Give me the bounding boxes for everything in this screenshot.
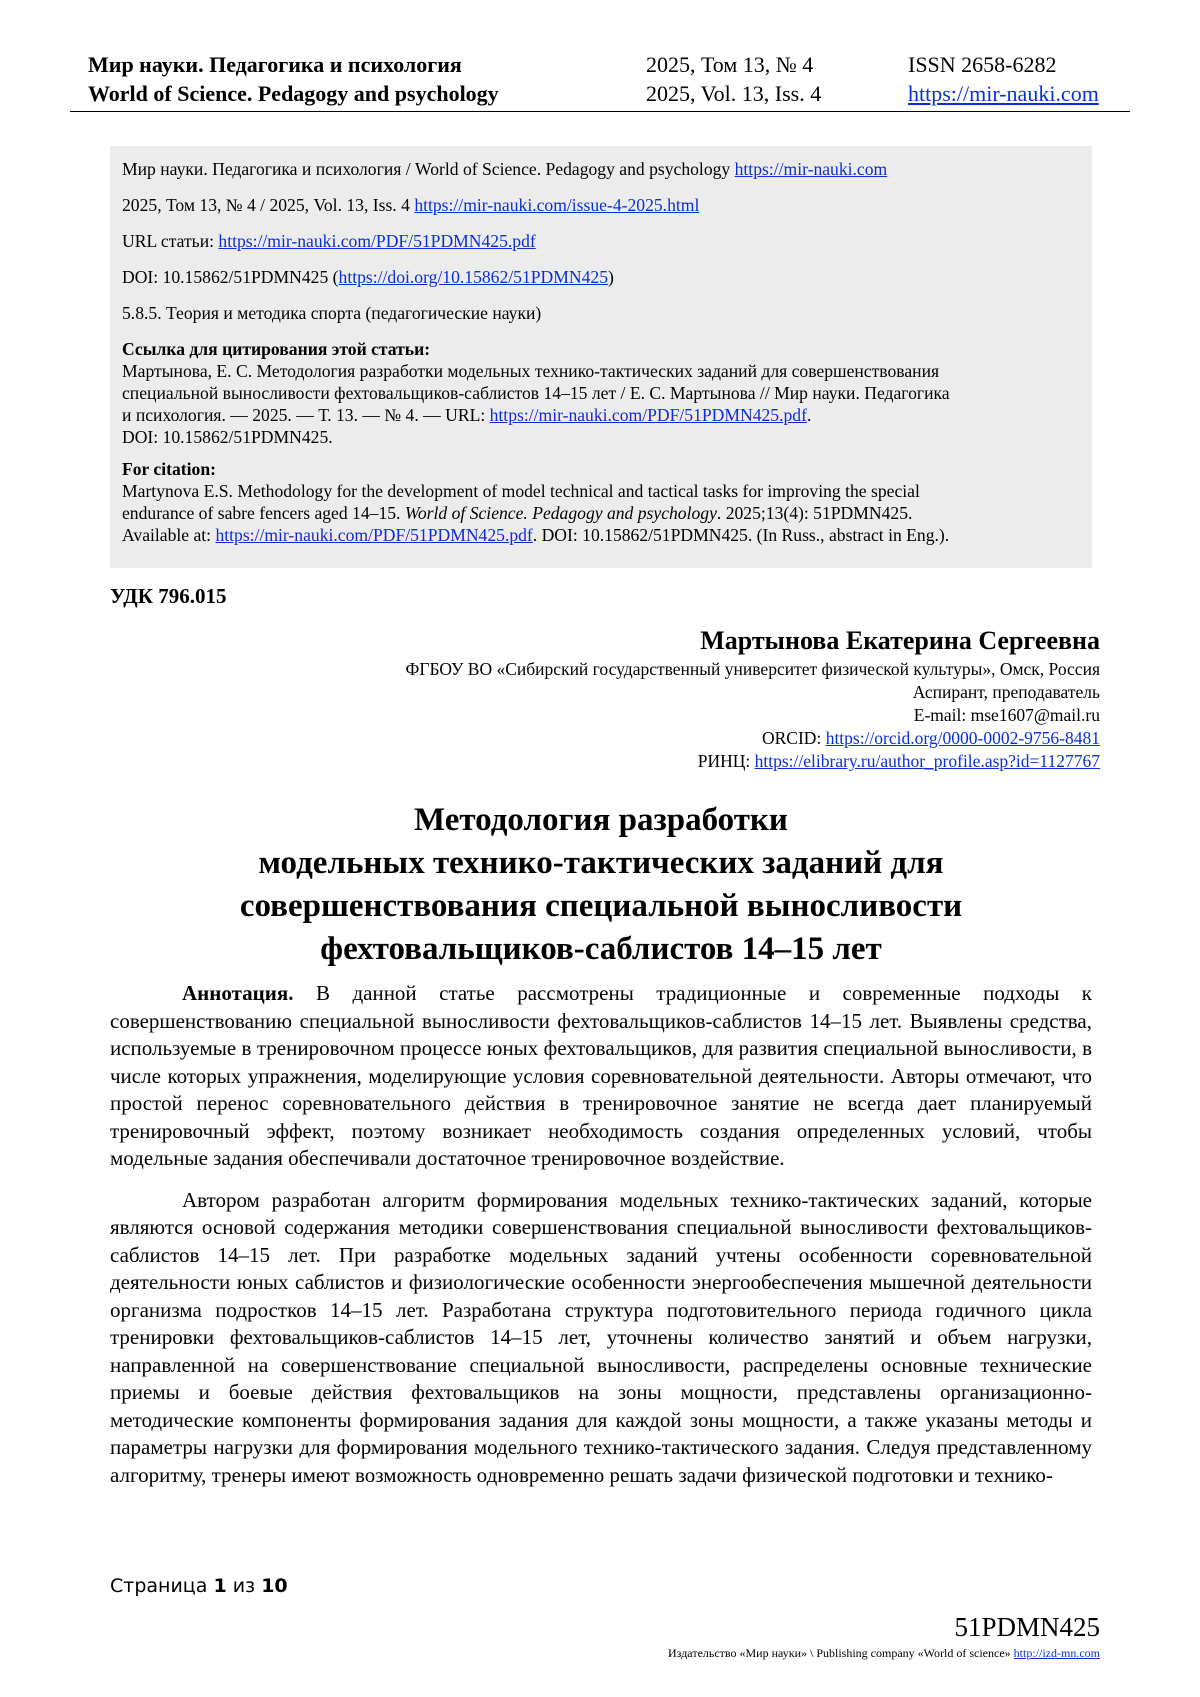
page-current: 1 — [213, 1575, 227, 1597]
author-rinc — [406, 750, 1100, 773]
citation-en-text: endurance of sabre fencers aged 14–15. — [122, 503, 405, 523]
journal-title-block — [88, 50, 499, 108]
issue-block — [646, 50, 821, 108]
rinc-link[interactable]: https://elibrary.ru/author_profile.asp?id=1127767 — [754, 751, 1100, 771]
abstract-label: Аннотация. — [182, 981, 294, 1005]
info-url-link[interactable]: https://mir-nauki.com/PDF/51PDMN425.pdf — [218, 231, 536, 251]
citation-en-journal: World of Science. Pedagogy and psychology — [404, 503, 717, 523]
info-issue-text: 2025, Том 13, № 4 / 2025, Vol. 13, Iss. 4 — [122, 195, 415, 215]
info-doi-link[interactable]: https://doi.org/10.15862/51PDMN425 — [338, 267, 608, 287]
citation-ru-link[interactable]: https://mir-nauki.com/PDF/51PDMN425.pdf — [489, 405, 807, 425]
publisher-link[interactable]: http://izd-mn.com — [1013, 1646, 1100, 1660]
author-email: E-mail: mse1607@mail.ru — [913, 705, 1100, 725]
citation-en-text: . 2025;13(4): 51PDMN425. — [716, 503, 913, 523]
udk-code: УДК 796.015 — [110, 584, 227, 608]
abstract-text: В данной статье рассмотрены традиционные и современные подходы к совершенствованию специальной выносливости фехтовальщиков-саблистов 14–15 лет. Выявлены средства, используемые в тренировочном процессе юных фехтовальщиков, для развития специальной выносливости, в числе которых упражнения, моделирующие условия соревновательной деятельности. Авторы отмечают, что простой перенос соревновательного действия в тренировочное занятие не всегда дает планируемый тренировочный эффект, поэтому возникает необходимость создания определенных условий, чтобы модельные задания обеспечивали достаточное тренировочное воздействие. — [110, 981, 1092, 1170]
journal-title-ru: Мир науки. Педагогика и психология — [88, 52, 462, 77]
author-affiliation: ФГБОУ ВО «Сибирский государственный университет физической культуры», Омск, Россия — [405, 659, 1100, 679]
citation-ru-line: специальной выносливости фехтовальщиков-саблистов 14–15 лет / Е. С. Мартынова // Мир науки. Педагогика — [122, 383, 950, 403]
abstract-paragraph: Автором разработан алгоритм формирования модельных технико-тактических заданий, которые являются основой содержания методики совершенствования специальной выносливости фехтовальщиков-саблистов 14–15 лет. При разработке модельных заданий учтены особенности соревновательной деятельности юных саблистов и физиологические особенности энергообеспечения мышечной деятельности организма подростков 14–15 лет. Разработана структура подготовительного периода годичного цикла тренировки фехтовальщиков-саблистов 14–15 лет, уточнены количество занятий и объем нагрузки, направленной на совершенствование специальной выносливости, распределены основные технические приемы и боевые действия фехтовальщиков на зоны мощности, представлены организационно-методические компоненты формирования задания для каждой зоны мощности, а также указаны методы и параметры нагрузки для формирования модельного технико-тактического задания. Следуя представленному алгоритму, тренеры имеют возможность одновременно решать задачи физической подготовки и технико- — [110, 1187, 1092, 1487]
citation-ru-line: Мартынова, Е. С. Методология разработки модельных технико-тактических заданий для совершенствования — [122, 361, 940, 381]
site-link[interactable]: https://mir-nauki.com — [908, 81, 1099, 106]
info-url-line — [122, 230, 1080, 252]
rinc-label: РИНЦ: — [697, 751, 755, 771]
info-journal-link[interactable]: https://mir-nauki.com — [734, 159, 888, 179]
author-position: Аспирант, преподаватель — [912, 682, 1100, 702]
publisher-text: Издательство «Мир науки» \ Publishing company «World of science» — [668, 1646, 1014, 1660]
page-total: 10 — [261, 1575, 288, 1597]
info-specialty-line: 5.8.5. Теория и методика спорта (педагогические науки) — [122, 303, 542, 323]
citation-en-link[interactable]: https://mir-nauki.com/PDF/51PDMN425.pdf — [215, 525, 533, 545]
journal-title-en: World of Science. Pedagogy and psychology — [88, 81, 499, 106]
issue-ru: 2025, Том 13, № 4 — [646, 52, 814, 77]
info-issue-line — [122, 194, 1080, 216]
issue-en: 2025, Vol. 13, Iss. 4 — [646, 81, 822, 106]
info-issue-link[interactable]: https://mir-nauki.com/issue-4-2025.html — [414, 195, 700, 215]
info-journal-line — [122, 158, 1080, 180]
author-name: Мартынова Екатерина Сергеевна — [700, 626, 1100, 655]
issn: ISSN 2658-6282 — [908, 52, 1057, 77]
citation-ru-heading: Ссылка для цитирования этой статьи: — [122, 339, 431, 359]
citation-en-line — [122, 524, 1080, 546]
page-word: Страница — [110, 1575, 214, 1597]
citation-en-line — [122, 502, 1080, 524]
citation-ru-doi: DOI: 10.15862/51PDMN425. — [122, 427, 333, 447]
issn-block — [908, 50, 1099, 108]
orcid-label: ORCID: — [762, 728, 826, 748]
title-line: совершенствования специальной выносливости — [239, 888, 963, 924]
article-title — [110, 799, 1092, 971]
citation-ru-line — [122, 404, 1080, 426]
abstract — [110, 980, 1092, 1489]
orcid-link[interactable]: https://orcid.org/0000-0002-9756-8481 — [825, 728, 1100, 748]
citation-en-heading: For citation: — [122, 459, 216, 479]
citation-ru-end: . — [806, 405, 812, 425]
abstract-paragraph — [110, 980, 1092, 1173]
info-doi-end: ) — [608, 267, 614, 287]
info-url-label: URL статьи: — [122, 231, 219, 251]
citation-ru-text: и психология. — 2025. — Т. 13. — № 4. — URL: — [122, 405, 490, 425]
header-divider — [70, 111, 1130, 112]
title-line: Методология разработки — [414, 802, 788, 838]
info-doi-line — [122, 266, 1080, 288]
info-journal-text: Мир науки. Педагогика и психология / World of Science. Pedagogy and psychology — [122, 159, 735, 179]
title-line: модельных технико-тактических заданий для — [258, 845, 944, 881]
publisher-line — [668, 1646, 1100, 1661]
citation-en — [122, 458, 1080, 546]
citation-en-text: . DOI: 10.15862/51PDMN425. (In Russ., abstract in Eng.). — [532, 525, 950, 545]
info-doi-label: DOI: 10.15862/51PDMN425 ( — [122, 267, 339, 287]
page-of: из — [226, 1575, 262, 1597]
page-number — [110, 1575, 288, 1597]
citation-ru — [122, 338, 1080, 448]
author-orcid — [406, 727, 1100, 750]
article-info-box — [110, 146, 1092, 568]
author-block — [406, 624, 1100, 773]
title-line: фехтовальщиков-саблистов 14–15 лет — [320, 931, 882, 967]
citation-en-text: Available at: — [122, 525, 216, 545]
citation-en-line: Martynova E.S. Methodology for the development of model technical and tactical tasks for improving the special — [122, 481, 920, 501]
article-code: 51PDMN425 — [954, 1612, 1100, 1642]
